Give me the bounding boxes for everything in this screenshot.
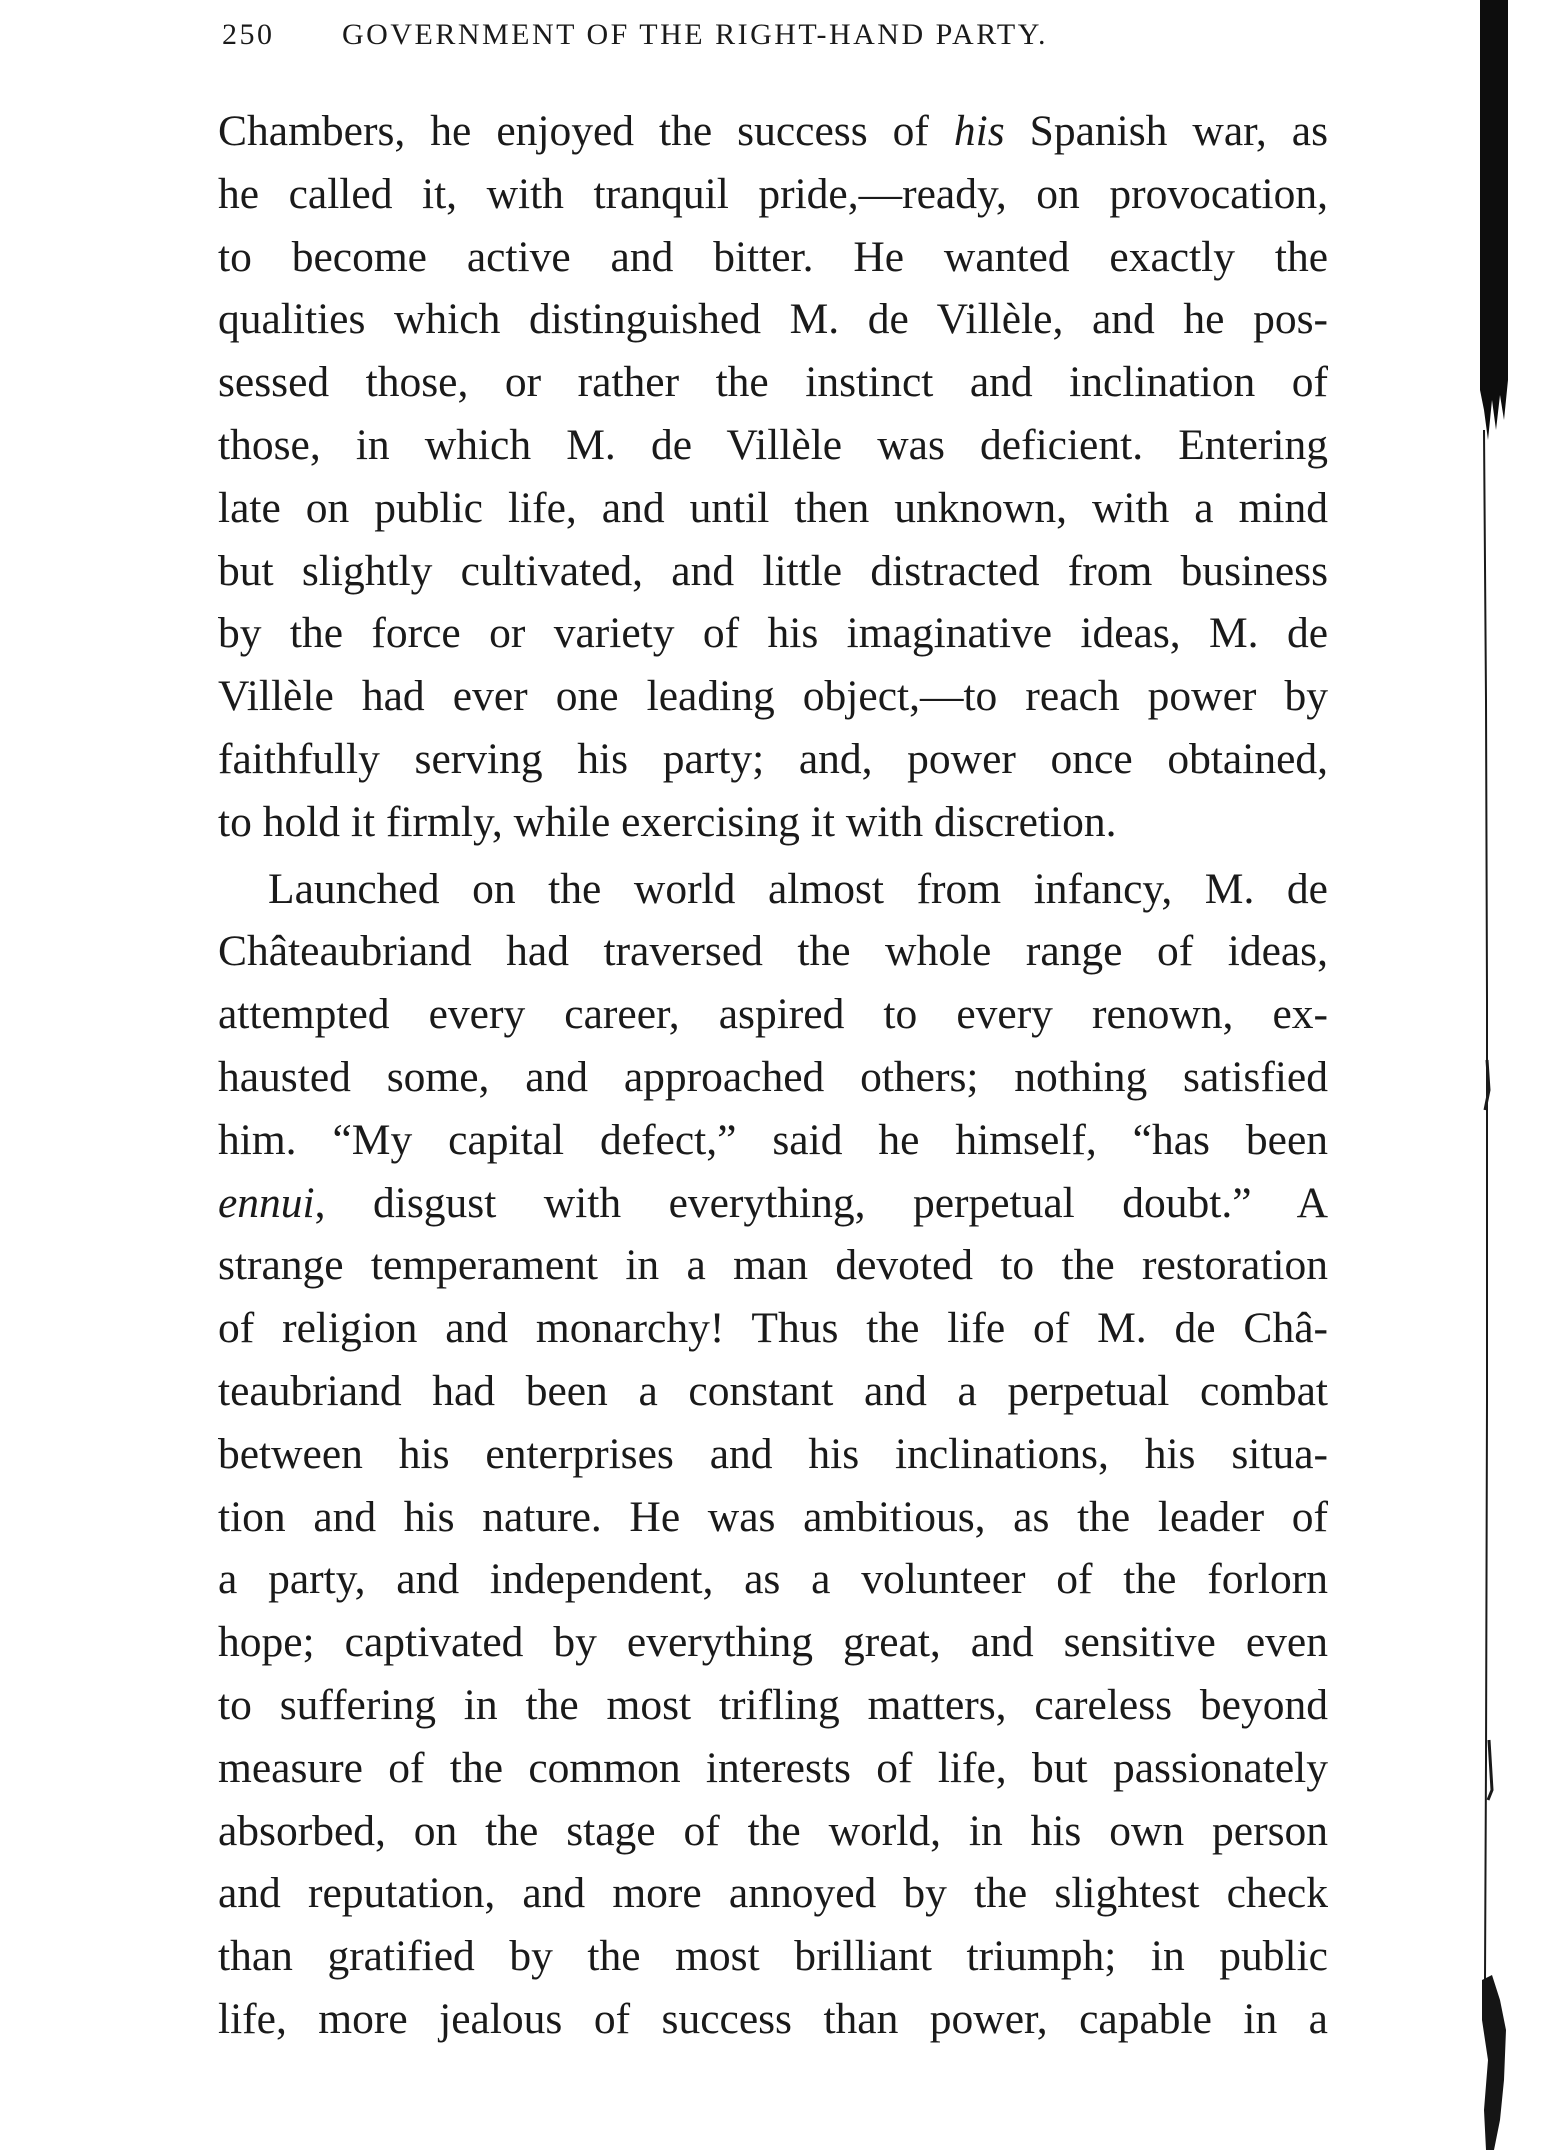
text-run: Chambers, he enjoyed the success of bbox=[218, 107, 954, 155]
text-run: hope; captivated by everything great, and sensitive even bbox=[218, 1618, 1328, 1667]
text-line bbox=[218, 1297, 1328, 1360]
text-run: attempted every career, aspired to every renown, ex- bbox=[218, 990, 1328, 1039]
text-run: sessed those, or rather the instinct and inclination of bbox=[218, 358, 1328, 407]
text-line bbox=[218, 1737, 1328, 1800]
text-run: strange temperament in a man devoted to the restoration bbox=[218, 1241, 1328, 1290]
text-run: and reputation, and more annoyed by the slightest check bbox=[218, 1869, 1328, 1918]
italic-text: his bbox=[953, 107, 1005, 155]
running-head bbox=[222, 18, 1342, 58]
text-line bbox=[218, 226, 1328, 289]
paragraph bbox=[218, 100, 1328, 854]
text-line bbox=[218, 540, 1328, 603]
text-line bbox=[218, 1674, 1328, 1737]
text-run: late on public life, and until then unknown, with a mind bbox=[218, 483, 1328, 532]
text-run: Châteaubriand had traversed the whole range of ideas, bbox=[218, 927, 1328, 976]
text-run: Villèle had ever one leading object,—to reach power by bbox=[218, 672, 1328, 721]
text-line bbox=[218, 1800, 1328, 1863]
text-line bbox=[218, 791, 1328, 854]
text-line bbox=[218, 858, 1328, 921]
text-line bbox=[218, 1611, 1328, 1674]
text-line bbox=[218, 1172, 1328, 1235]
text-run: measure of the common interests of life, but passionately bbox=[218, 1743, 1328, 1792]
paragraph bbox=[218, 858, 1328, 2051]
text-run: faithfully serving his party; and, power once obtained, bbox=[218, 734, 1328, 783]
text-run: life, more jealous of success than power, capable in a bbox=[218, 1994, 1328, 2043]
text-line bbox=[218, 920, 1328, 983]
text-run: to hold it firmly, while exercising it with discretion. bbox=[218, 797, 1117, 846]
text-line bbox=[218, 414, 1328, 477]
body-text bbox=[218, 100, 1328, 2051]
text-run: he called it, with tranquil pride,—ready, on provocation, bbox=[218, 169, 1328, 218]
text-run: to become active and bitter. He wanted exactly the bbox=[218, 232, 1328, 281]
text-run: absorbed, on the stage of the world, in his own person bbox=[218, 1806, 1328, 1855]
text-run: qualities which distinguished M. de Villèle, and he pos- bbox=[218, 295, 1328, 344]
text-run: to suffering in the most trifling matters, careless beyond bbox=[218, 1680, 1328, 1729]
text-line bbox=[218, 1548, 1328, 1611]
text-run: by the force or variety of his imaginative ideas, M. de bbox=[218, 609, 1328, 658]
text-line bbox=[218, 163, 1328, 226]
text-run: , disgust with everything, perpetual doubt.” A bbox=[314, 1178, 1328, 1227]
page-binding-edge bbox=[1470, 0, 1546, 2152]
text-line bbox=[218, 1360, 1328, 1423]
text-run: of religion and monarchy! Thus the life of M. de Châ- bbox=[218, 1304, 1328, 1353]
text-run: hausted some, and approached others; nothing satisfied bbox=[218, 1052, 1328, 1101]
text-line bbox=[218, 1862, 1328, 1925]
text-line bbox=[218, 1925, 1328, 1988]
text-run: Launched on the world almost from infancy, M. de bbox=[268, 864, 1328, 913]
text-line bbox=[218, 983, 1328, 1046]
text-line bbox=[218, 288, 1328, 351]
text-run: those, in which M. de Villèle was deficient. Entering bbox=[218, 420, 1328, 469]
italic-text: ennui bbox=[218, 1178, 315, 1227]
text-line bbox=[218, 1046, 1328, 1109]
text-line bbox=[218, 477, 1328, 540]
text-run: between his enterprises and his inclinations, his situa- bbox=[218, 1429, 1328, 1478]
text-run: him. “My capital defect,” said he himself, “has been bbox=[218, 1115, 1328, 1164]
text-line bbox=[218, 602, 1328, 665]
text-run: a party, and independent, as a volunteer of the forlorn bbox=[218, 1555, 1328, 1604]
text-line bbox=[218, 1109, 1328, 1172]
text-run: teaubriand had been a constant and a perpetual combat bbox=[218, 1366, 1328, 1415]
text-line bbox=[218, 351, 1328, 414]
text-run: tion and his nature. He was ambitious, as the leader of bbox=[218, 1492, 1328, 1541]
text-line bbox=[218, 1988, 1328, 2051]
text-line bbox=[218, 1486, 1328, 1549]
text-run: than gratified by the most brilliant triumph; in public bbox=[218, 1932, 1328, 1981]
running-head-title: GOVERNMENT OF THE RIGHT-HAND PARTY. bbox=[342, 18, 1049, 51]
text-line bbox=[218, 728, 1328, 791]
text-run: but slightly cultivated, and little distracted from business bbox=[218, 546, 1328, 595]
text-run: Spanish war, as bbox=[1004, 107, 1328, 155]
text-line bbox=[218, 100, 1328, 163]
text-line bbox=[218, 1423, 1328, 1486]
text-line bbox=[218, 665, 1328, 728]
page-number: 250 bbox=[222, 18, 275, 51]
text-line bbox=[218, 1234, 1328, 1297]
